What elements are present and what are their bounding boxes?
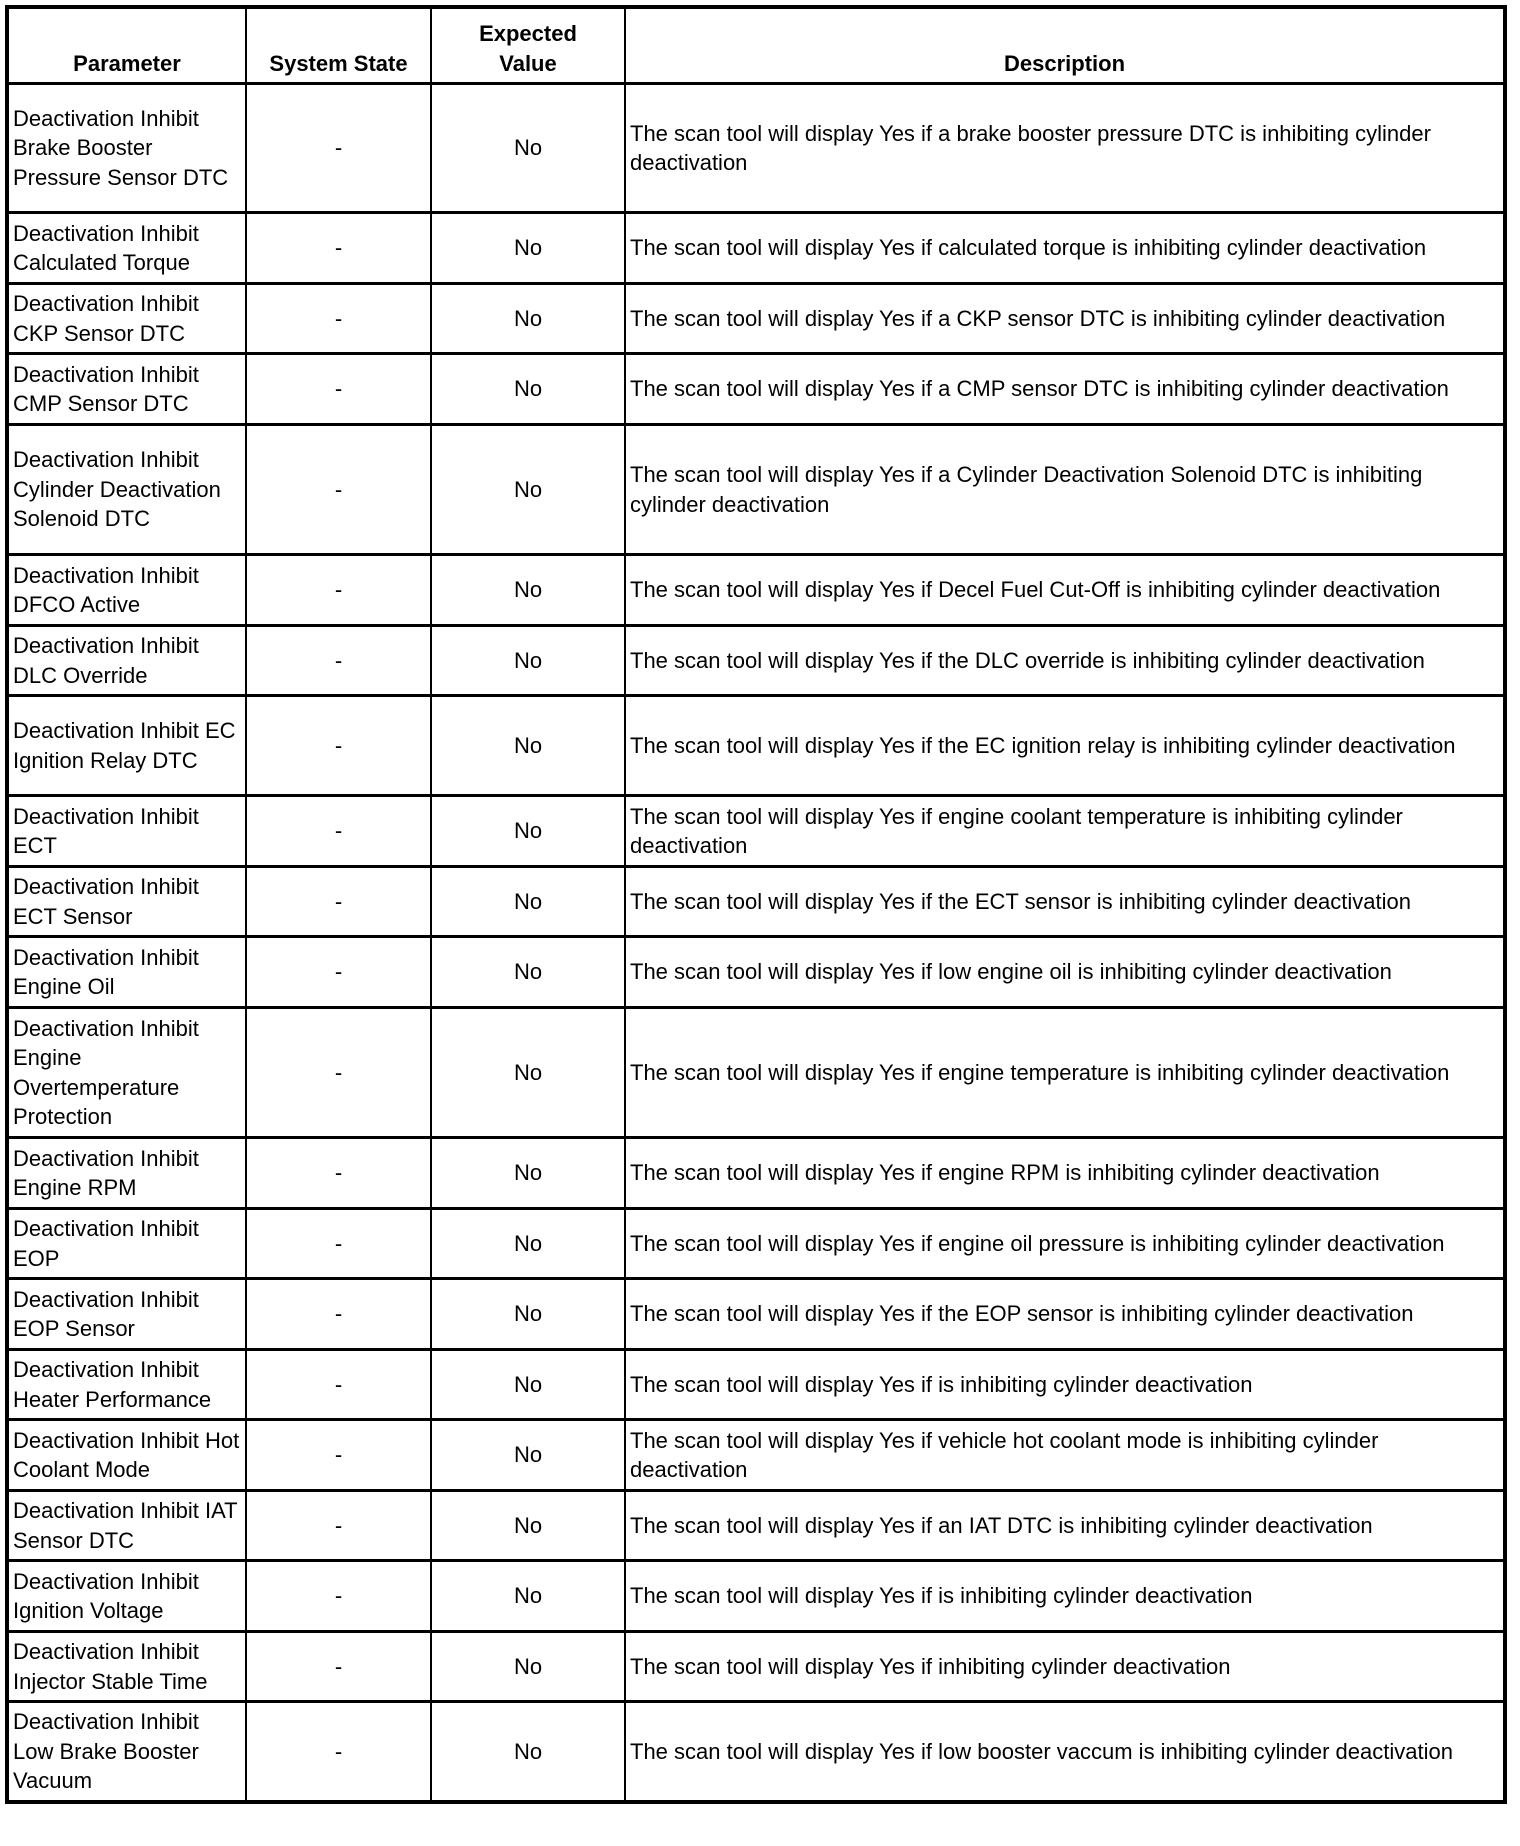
cell-description: The scan tool will display Yes if an IAT DTC is inhibiting cylinder deactivation [625, 1491, 1505, 1561]
table-row [7, 425, 1505, 555]
cell-expected-value: No [431, 1350, 625, 1420]
cell-system-state: - [246, 1702, 431, 1802]
cell-description: The scan tool will display Yes if low engine oil is inhibiting cylinder deactivation [625, 937, 1505, 1008]
table-header-row [7, 7, 1505, 84]
cell-description: The scan tool will display Yes if the ECT sensor is inhibiting cylinder deactivation [625, 867, 1505, 937]
cell-parameter: Deactivation Inhibit EOP Sensor [7, 1279, 246, 1350]
cell-expected-value: No [431, 696, 625, 796]
cell-parameter: Deactivation Inhibit CKP Sensor DTC [7, 284, 246, 354]
cell-parameter: Deactivation Inhibit EOP [7, 1209, 246, 1279]
cell-parameter: Deactivation Inhibit Hot Coolant Mode [7, 1420, 246, 1491]
table-row [7, 696, 1505, 796]
cell-expected-value: No [431, 1491, 625, 1561]
table-row [7, 1138, 1505, 1209]
cell-expected-value: No [431, 1279, 625, 1350]
cell-expected-value: No [431, 284, 625, 354]
cell-expected-value: No [431, 1008, 625, 1138]
table-row [7, 284, 1505, 354]
cell-description: The scan tool will display Yes if inhibiting cylinder deactivation [625, 1632, 1505, 1702]
cell-system-state: - [246, 696, 431, 796]
cell-description: The scan tool will display Yes if engine coolant temperature is inhibiting cylinder deactivation [625, 796, 1505, 867]
cell-parameter: Deactivation Inhibit IAT Sensor DTC [7, 1491, 246, 1561]
cell-system-state: - [246, 354, 431, 425]
cell-system-state: - [246, 1561, 431, 1632]
cell-description: The scan tool will display Yes if a CMP sensor DTC is inhibiting cylinder deactivation [625, 354, 1505, 425]
cell-expected-value: No [431, 354, 625, 425]
table-row [7, 1632, 1505, 1702]
cell-system-state: - [246, 1420, 431, 1491]
cell-expected-value: No [431, 1561, 625, 1632]
cell-parameter: Deactivation Inhibit ECT Sensor [7, 867, 246, 937]
cell-description: The scan tool will display Yes if calculated torque is inhibiting cylinder deactivation [625, 213, 1505, 284]
table-row [7, 555, 1505, 626]
cell-system-state: - [246, 213, 431, 284]
cell-expected-value: No [431, 1420, 625, 1491]
cell-system-state: - [246, 84, 431, 213]
cell-parameter: Deactivation Inhibit Brake Booster Pressure Sensor DTC [7, 84, 246, 213]
cell-description: The scan tool will display Yes if Decel Fuel Cut-Off is inhibiting cylinder deactivation [625, 555, 1505, 626]
cell-system-state: - [246, 1632, 431, 1702]
cell-system-state: - [246, 1350, 431, 1420]
table-row [7, 213, 1505, 284]
cell-parameter: Deactivation Inhibit CMP Sensor DTC [7, 354, 246, 425]
cell-system-state: - [246, 796, 431, 867]
cell-expected-value: No [431, 1138, 625, 1209]
cell-system-state: - [246, 937, 431, 1008]
cell-system-state: - [246, 425, 431, 555]
cell-expected-value: No [431, 1632, 625, 1702]
table-row [7, 1420, 1505, 1491]
cell-description: The scan tool will display Yes if the EOP sensor is inhibiting cylinder deactivation [625, 1279, 1505, 1350]
cell-expected-value: No [431, 555, 625, 626]
cell-expected-value: No [431, 84, 625, 213]
table-row [7, 1209, 1505, 1279]
cell-parameter: Deactivation Inhibit DFCO Active [7, 555, 246, 626]
cell-description: The scan tool will display Yes if low booster vaccum is inhibiting cylinder deactivation [625, 1702, 1505, 1802]
cell-parameter: Deactivation Inhibit Cylinder Deactivation Solenoid DTC [7, 425, 246, 555]
table-row [7, 84, 1505, 213]
cell-description: The scan tool will display Yes if a CKP sensor DTC is inhibiting cylinder deactivation [625, 284, 1505, 354]
cell-system-state: - [246, 1491, 431, 1561]
cell-system-state: - [246, 867, 431, 937]
cell-description: The scan tool will display Yes if a Cylinder Deactivation Solenoid DTC is inhibiting cylinder deactivation [625, 425, 1505, 555]
cell-expected-value: No [431, 867, 625, 937]
cell-description: The scan tool will display Yes if engine oil pressure is inhibiting cylinder deactivation [625, 1209, 1505, 1279]
cell-parameter: Deactivation Inhibit Heater Performance [7, 1350, 246, 1420]
cell-expected-value: No [431, 1702, 625, 1802]
cell-expected-value: No [431, 937, 625, 1008]
table-row [7, 1702, 1505, 1802]
cell-parameter: Deactivation Inhibit Engine Overtemperature Protection [7, 1008, 246, 1138]
cell-system-state: - [246, 1138, 431, 1209]
cell-parameter: Deactivation Inhibit Low Brake Booster Vacuum [7, 1702, 246, 1802]
cell-parameter: Deactivation Inhibit Ignition Voltage [7, 1561, 246, 1632]
cell-parameter: Deactivation Inhibit Calculated Torque [7, 213, 246, 284]
cell-system-state: - [246, 1008, 431, 1138]
cell-parameter: Deactivation Inhibit EC Ignition Relay DTC [7, 696, 246, 796]
table-row [7, 796, 1505, 867]
cell-expected-value: No [431, 796, 625, 867]
cell-description: The scan tool will display Yes if is inhibiting cylinder deactivation [625, 1561, 1505, 1632]
cell-expected-value: No [431, 213, 625, 284]
header-parameter: Parameter [7, 7, 246, 84]
cell-description: The scan tool will display Yes if is inhibiting cylinder deactivation [625, 1350, 1505, 1420]
cell-expected-value: No [431, 425, 625, 555]
table-row [7, 1008, 1505, 1138]
cell-description: The scan tool will display Yes if the DLC override is inhibiting cylinder deactivation [625, 626, 1505, 696]
cell-description: The scan tool will display Yes if a brake booster pressure DTC is inhibiting cylinder deactivation [625, 84, 1505, 213]
cell-expected-value: No [431, 626, 625, 696]
cell-system-state: - [246, 555, 431, 626]
cell-system-state: - [246, 1209, 431, 1279]
table-row [7, 1279, 1505, 1350]
table-body [7, 84, 1505, 1802]
cell-system-state: - [246, 284, 431, 354]
header-system-state: System State [246, 7, 431, 84]
header-description: Description [625, 7, 1505, 84]
cell-description: The scan tool will display Yes if engine RPM is inhibiting cylinder deactivation [625, 1138, 1505, 1209]
header-expected-value [431, 7, 625, 84]
cell-parameter: Deactivation Inhibit ECT [7, 796, 246, 867]
cell-description: The scan tool will display Yes if vehicle hot coolant mode is inhibiting cylinder deactivation [625, 1420, 1505, 1491]
table-row [7, 867, 1505, 937]
cell-description: The scan tool will display Yes if the EC ignition relay is inhibiting cylinder deactivation [625, 696, 1505, 796]
cell-description: The scan tool will display Yes if engine temperature is inhibiting cylinder deactivation [625, 1008, 1505, 1138]
table-row [7, 626, 1505, 696]
cell-parameter: Deactivation Inhibit Injector Stable Time [7, 1632, 246, 1702]
header-expected-value-label: Expected Value [479, 21, 577, 76]
parameter-table [5, 5, 1507, 1804]
cell-parameter: Deactivation Inhibit Engine RPM [7, 1138, 246, 1209]
cell-expected-value: No [431, 1209, 625, 1279]
cell-parameter: Deactivation Inhibit Engine Oil [7, 937, 246, 1008]
cell-parameter: Deactivation Inhibit DLC Override [7, 626, 246, 696]
table-row [7, 1561, 1505, 1632]
table-row [7, 354, 1505, 425]
cell-system-state: - [246, 1279, 431, 1350]
table-row [7, 1350, 1505, 1420]
cell-system-state: - [246, 626, 431, 696]
table-row [7, 937, 1505, 1008]
table-row [7, 1491, 1505, 1561]
